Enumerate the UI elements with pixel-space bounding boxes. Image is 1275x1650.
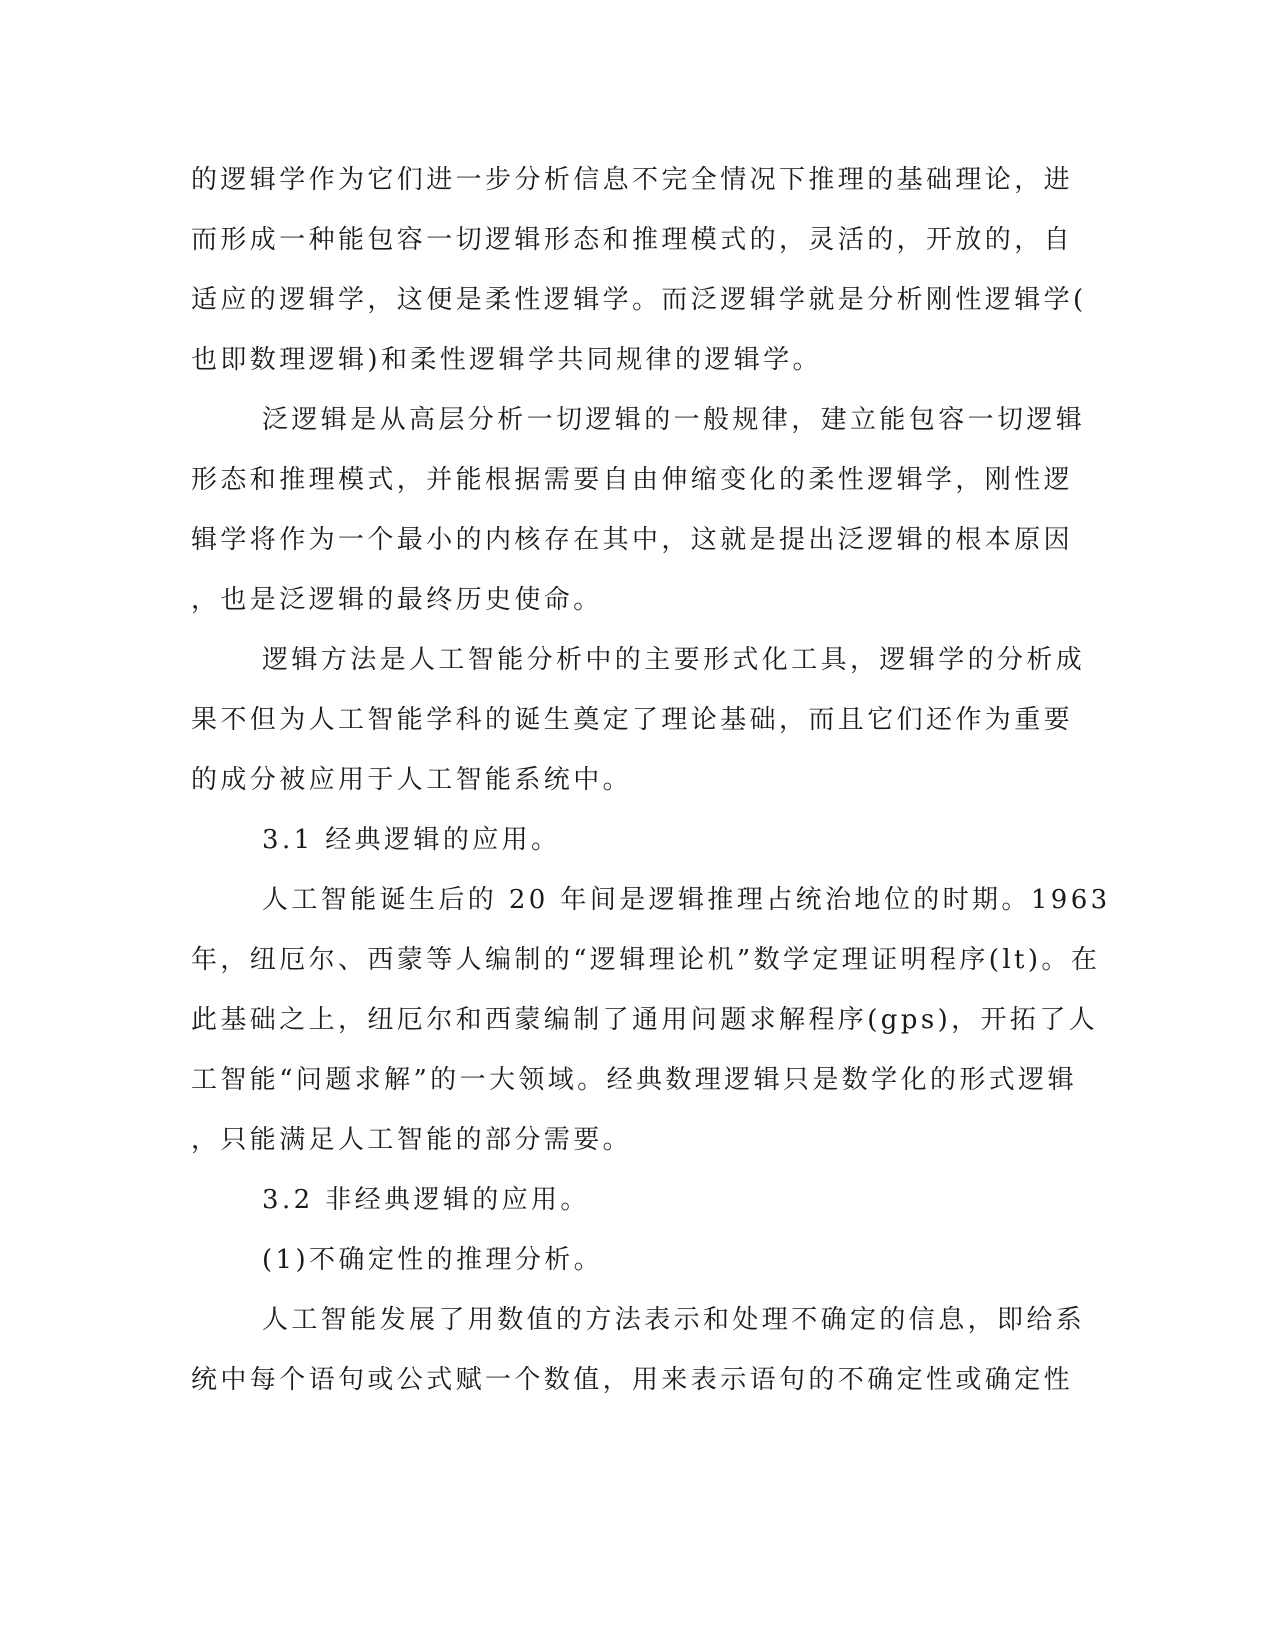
text-line: 形态和推理模式，并能根据需要自由伸缩变化的柔性逻辑学，刚性逻	[191, 465, 1074, 495]
text-line: 工智能“问题求解”的一大领域。经典数理逻辑只是数学化的形式逻辑	[191, 1065, 1077, 1095]
section-heading: 3.2 非经典逻辑的应用。	[262, 1185, 590, 1215]
text-line: 辑学将作为一个最小的内核存在其中，这就是提出泛逻辑的根本原因	[191, 525, 1074, 555]
text-line: 统中每个语句或公式赋一个数值，用来表示语句的不确定性或确定性	[191, 1365, 1074, 1395]
text-line: 果不但为人工智能学科的诞生奠定了理论基础，而且它们还作为重要	[191, 705, 1074, 735]
text-line: ，只能满足人工智能的部分需要。	[191, 1125, 633, 1155]
text-line: 的逻辑学作为它们进一步分析信息不完全情况下推理的基础理论，进	[191, 165, 1074, 195]
text-line: 年，纽厄尔、西蒙等人编制的“逻辑理论机”数学定理证明程序(lt)。在	[191, 945, 1101, 975]
section-heading: 3.1 经典逻辑的应用。	[262, 825, 561, 855]
text-line: 此基础之上，纽厄尔和西蒙编制了通用问题求解程序(gps)，开拓了人	[191, 1005, 1099, 1035]
paragraph-first-line: 泛逻辑是从高层分析一切逻辑的一般规律，建立能包容一切逻辑	[262, 405, 1086, 435]
text-line: ，也是泛逻辑的最终历史使命。	[191, 585, 603, 615]
subsection-heading: (1)不确定性的推理分析。	[262, 1245, 604, 1275]
paragraph-first-line: 逻辑方法是人工智能分析中的主要形式化工具，逻辑学的分析成	[262, 645, 1086, 675]
text-line: 也即数理逻辑)和柔性逻辑学共同规律的逻辑学。	[191, 345, 822, 375]
paragraph-first-line: 人工智能发展了用数值的方法表示和处理不确定的信息，即给系	[262, 1305, 1086, 1335]
paragraph-first-line: 人工智能诞生后的 20 年间是逻辑推理占统治地位的时期。1963	[262, 885, 1111, 915]
text-line: 的成分被应用于人工智能系统中。	[191, 765, 633, 795]
text-line: 适应的逻辑学，这便是柔性逻辑学。而泛逻辑学就是分析刚性逻辑学(	[191, 285, 1087, 315]
text-line: 而形成一种能包容一切逻辑形态和推理模式的，灵活的，开放的，自	[191, 225, 1074, 255]
